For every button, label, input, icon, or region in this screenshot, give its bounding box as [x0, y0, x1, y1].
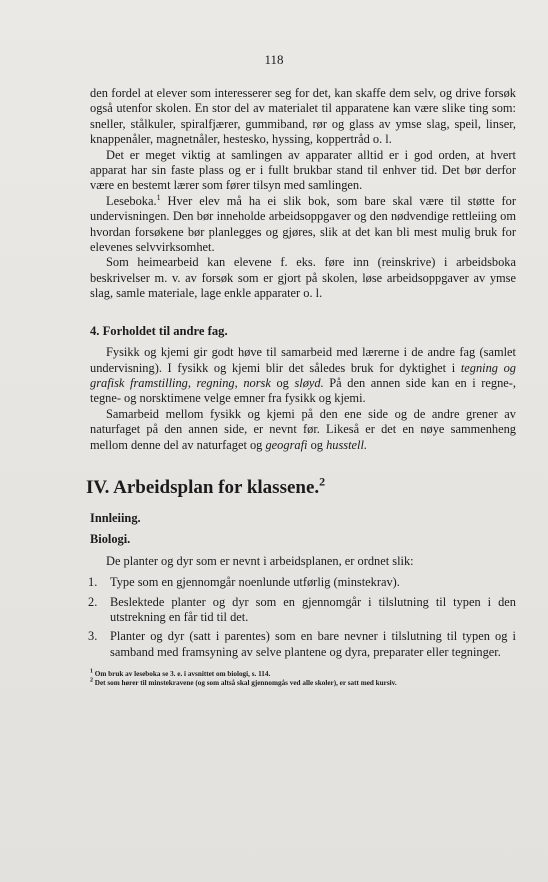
list-item-number: 1. — [88, 575, 98, 590]
paragraph-naturfag — [90, 407, 516, 453]
italic-run: regning — [196, 375, 235, 390]
italic-run: husstell. — [326, 437, 368, 452]
paragraph-cooperation — [90, 345, 516, 407]
italic-run: tegning og grafisk framstilling — [90, 360, 517, 390]
text-run: og — [270, 375, 295, 390]
italic-run: sløyd. — [294, 375, 324, 390]
paragraph-list-intro: De planter og dyr som er nevnt i arbeidsplanen, er ordnet slik: — [106, 553, 414, 568]
paragraph-homework: Som heimearbeid kan elevene f. eks. føre inn (reinskrive) i arbeidsboka beskrivelser m. v. av forsøk som er gjort på skolen, løse arbeidsoppgaver av ymse slag, samle materiale, lage enkle apparater o. l. — [90, 255, 516, 301]
leseboka-term: Leseboka. — [106, 193, 157, 208]
chapter-title: IV. Arbeidsplan for klassene. — [86, 476, 320, 498]
text-run: Fysikk og kjemi gir godt høve til samarbeid med lærerne i de andre fag (samlet undervisning). I fysikk og kjemi blir det således bruk for dyktighet i — [90, 345, 516, 375]
subheading-innleiing: Innleiing. — [90, 510, 141, 525]
paragraph-apparatus-order: Det er meget viktig at samlingen av apparater alltid er i god orden, at hvert apparat har sin faste plass og er i fullt brukbar stand til enhver tid. Det bør derfor være en bestemt lærer som fører tilsyn med samlingen. — [90, 147, 516, 193]
footnote-mark: 2 — [90, 677, 93, 684]
list-item-number: 3. — [88, 629, 98, 644]
footnote-text: Om bruk av leseboka se 3. e. i avsnittet om biologi, s. 114. — [93, 670, 271, 679]
italic-run: geografi — [265, 437, 308, 452]
italic-run: norsk — [243, 375, 271, 390]
list-item — [90, 575, 516, 590]
list-item-text: Planter og dyr (satt i parentes) som en bare nevner i tilslutning til typen og i samband med framsyning av selve plantene og dyra, preparater eller tegninger. — [110, 629, 516, 659]
footnote-ref-2: 2 — [319, 474, 326, 489]
list-item-text: Beslektede planter og dyr som en gjennomgår i tilslutning til typen i den utstrekning en får tid til det. — [110, 594, 516, 624]
page-number: 118 — [264, 52, 284, 67]
numbered-list — [90, 575, 516, 660]
subheading-biologi: Biologi. — [90, 532, 131, 547]
chapter-heading — [86, 474, 516, 499]
list-item — [90, 595, 516, 626]
paragraph-continuation: den fordel at elever som interesserer seg for det, kan skaffe dem selv, og drive forsøk også utenfor skolen. En stor del av materialet til apparatene kan være slike ting som: sneller, stålkuler, spiralfjærer, gummiband, rør og glass av ymse slag, speil, linser, knappenåler, magnetnåler, hestesko, hyssing, koppertråd o. l. — [90, 86, 516, 147]
footnotes — [90, 670, 516, 688]
leseboka-text: Hver elev må ha ei slik bok, som bare skal være til støtte for undervisningen. Den bør inneholde arbeidsoppgaver og den nødvendige rettleiing om hvordan forsøkene bør planlegges og gjøres, slik at det kan bli mest mulig bruk for elevenes selvvirksomhet. — [90, 193, 516, 255]
footnote-ref-1: 1 — [156, 192, 161, 202]
section-heading-4: 4. Forholdet til andre fag. — [90, 323, 228, 338]
footnote-2 — [90, 679, 516, 688]
text-run: , — [187, 375, 197, 390]
text-run: På den annen side kan en i regne-, tegne- og norsktimene velge emner fra fysikk og kjemi. — [90, 375, 516, 406]
text-run: Samarbeid mellom fysikk og kjemi på den ene side og de andre grener av naturfaget på den annen side, er nevnt før. Likeså er det en nøye sammenheng mellom denne del av naturfaget og — [90, 406, 516, 452]
text-run: , — [234, 375, 244, 390]
list-item-number: 2. — [88, 594, 98, 609]
footnote-1 — [90, 670, 516, 679]
paragraph-leseboka — [90, 194, 516, 256]
list-item — [90, 629, 516, 660]
footnote-mark: 1 — [90, 668, 93, 675]
text-run: og — [307, 437, 327, 452]
footnote-text: Det som hører til minstekravene (og som altså skal gjennomgås ved alle skoler), er satt med kursiv. — [93, 679, 397, 688]
page-content — [86, 86, 517, 688]
list-item-text: Type som en gjennomgår noenlunde utførlig (minstekrav). — [110, 575, 400, 590]
